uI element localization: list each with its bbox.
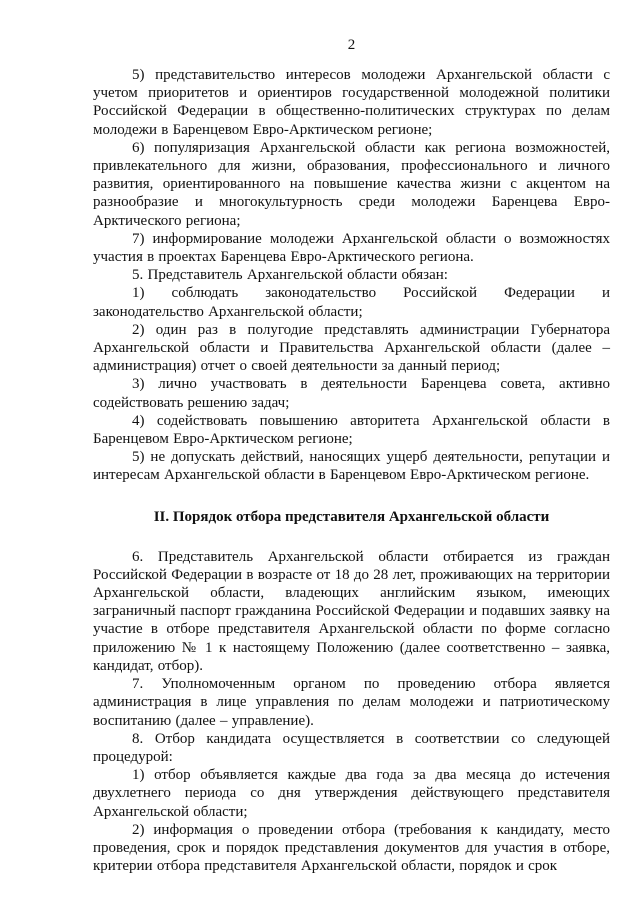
paragraph: 6) популяризация Архангельской области как региона возможностей, привлекательного для жизни, образования, профессионального и личного развития, ориентированного на повышение качества жизни с акцентом на разнообразие и многокультурность среди молодежи Баренцева Евро-Арктического региона;: [93, 139, 610, 229]
paragraph: 3) лично участвовать в деятельности Баренцева совета, активно содействовать решению задач;: [93, 376, 610, 411]
paragraph: 7. Уполномоченным органом по проведению отбора является администрация в лице управления по делам молодежи и патриотическому воспитанию (далее – управление).: [93, 676, 610, 729]
paragraph: 5. Представитель Архангельской области обязан:: [132, 267, 448, 284]
paragraph: 7) информирование молодежи Архангельской области о возможностях участия в проектах Баренцева Евро-Арктического региона.: [93, 230, 610, 266]
paragraph: 5) представительство интересов молодежи Архангельской области с учетом приоритетов и ориентиров государственной молодежной политики Российской Федерации в общественно-политических структурах по делам молодежи в Баренцевом Евро-Арктическом регионе;: [93, 67, 610, 138]
paragraph: 2) один раз в полугодие представлять администрации Губернатора Архангельской области и Правительства Архангельской области (далее – администрация) отчет о своей деятельности за данный период;: [93, 321, 610, 375]
paragraph: 5) не допускать действий, наносящих ущерб деятельности, репутации и интересам Архангельской области в Баренцевом Евро-Арктическом регионе.: [93, 449, 610, 484]
page-number: 2: [347, 37, 356, 53]
document-body: [93, 66, 610, 875]
paragraph: 6. Представитель Архангельской области отбирается из граждан Российской Федерации в возрасте от 18 до 28 лет, проживающих на территории Архангельской области, владеющих английским языком, имеющих заграничный паспорт гражданина Российской Федерации и подавших заявку на участие в отборе представителя Архангельской области по форме согласно приложению № 1 к настоящему Положению (далее соответственно – заявка, кандидат, отбор).: [93, 548, 610, 674]
paragraph: 2) информация о проведении отбора (требования к кандидату, место проведения, срок и порядок представления документов для участия в отборе, критерии отбора представителя Архангельской области, порядок и срок: [93, 821, 610, 875]
section-heading: II. Порядок отбора представителя Архангельской области: [153, 508, 550, 525]
paragraph: 1) соблюдать законодательство Российской Федерации и законодательство Архангельской области;: [93, 285, 610, 320]
paragraph: 8. Отбор кандидата осуществляется в соответствии со следующей процедурой:: [93, 730, 610, 765]
paragraph: 4) содействовать повышению авторитета Архангельской области в Баренцевом Евро-Арктическом регионе;: [93, 412, 610, 448]
paragraph: 1) отбор объявляется каждые два года за два месяца до истечения двухлетнего периода со дня утверждения действующего представителя Архангельской области;: [93, 767, 610, 820]
